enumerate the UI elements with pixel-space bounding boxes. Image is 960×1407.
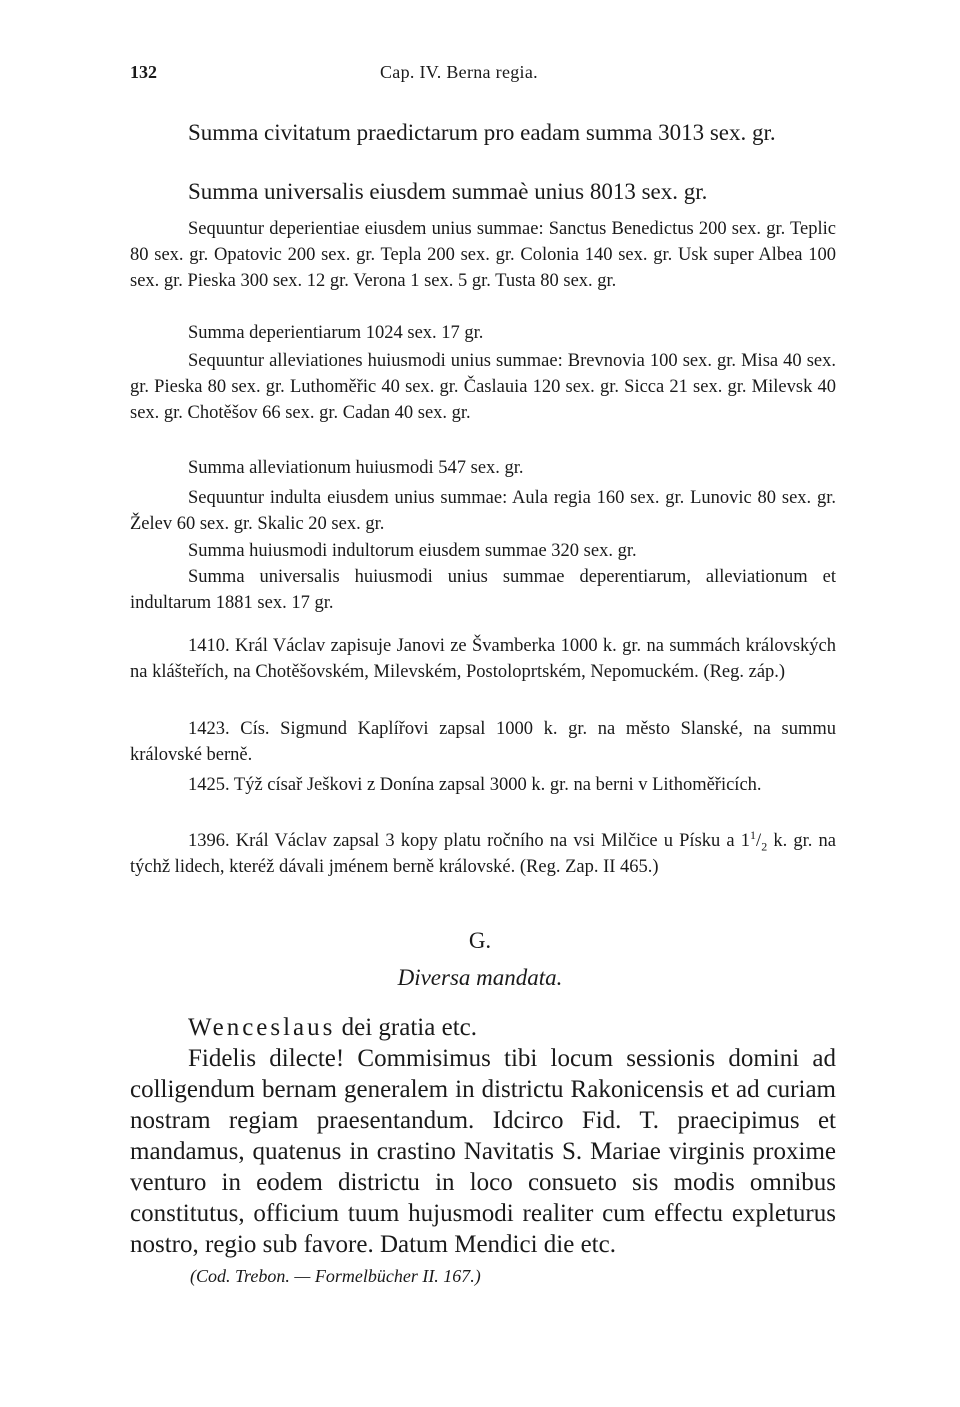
section-letter: G. <box>468 928 492 953</box>
summa-civitatum-paragraph: Summa civitatum praedictarum pro eadam summa 3013 sex. gr. <box>188 120 776 145</box>
page-header <box>130 58 835 88</box>
summa-indultorum-paragraph: Summa huiusmodi indultorum eiusdem summae 320 sex. gr. <box>188 541 637 561</box>
entry-1396-text-end: k. gr. na týchž lidech, kteréž dávali jménem berně královské. (Reg. Zap. II 465.) <box>130 831 836 877</box>
summa-universalis-deperentiarum-paragraph: Summa universalis huiusmodi unius summae deperentiarum, alleviationum et indultarum 1881 sex. 17 gr. <box>130 567 836 613</box>
entry-1396-text-start: 1396. Král Václav zapsal 3 kopy platu ročního na vsi Milčice u Písku a 1 <box>188 831 751 851</box>
salutation-rest: dei gratia etc. <box>335 1014 477 1041</box>
entry-1423-paragraph: 1423. Cís. Sigmund Kaplířovi zapsal 1000 k. gr. na město Slanské, na summu královské berně. <box>130 719 836 765</box>
entry-1410-paragraph: 1410. Král Václav zapisuje Janovi ze Švamberka 1000 k. gr. na summách královských na klášteřích, na Chotěšovském, Milevském, Postoloprtském, Nepomuckém. (Reg. záp.) <box>130 636 836 682</box>
page-number: 132 <box>130 62 157 82</box>
entry-1425-paragraph: 1425. Týž císař Ješkovi z Donína zapsal 3000 k. gr. na berni v Lithoměřicích. <box>188 775 762 795</box>
running-title: Cap. IV. Berna regia. <box>380 62 538 82</box>
section-title: Diversa mandata. <box>397 965 563 990</box>
alleviationes-paragraph: Sequuntur alleviationes huiusmodi unius summae: Brevnovia 100 sex. gr. Misa 40 sex. gr. Pieska 80 sex. gr. Luthoměřic 40 sex. gr. Časlauia 120 sex. gr. Sicca 21 sex. gr. Milevsk 40 sex. gr. Chotěšov 66 sex. gr. Cadan 40 sex. gr. <box>130 351 836 423</box>
letter-body: Fidelis dilecte! Commisimus tibi locum sessionis domini ad colligendum bernam generalem in districtu Rakonicensis et ad curiam nostram regiam praesentandum. Idcirco Fid. T. praecipimus et mandamus, quatenus in crastino Navitatis S. Mariae virginis proxime venturo in eodem districtu in loco consueto sis modis omnibus constitutus, officium tuum hujusmodi realiter cum effectu expleturus nostro, regio sub favore. Datum Mendici die etc. <box>130 1045 836 1258</box>
entry-1396-paragraph <box>130 828 836 880</box>
salutation-name: Wenceslaus <box>188 1014 336 1041</box>
summa-universalis-paragraph: Summa universalis eiusdem summaè unius 8013 sex. gr. <box>188 179 708 204</box>
source-citation: (Cod. Trebon. — Formelbücher II. 167.) <box>190 1266 481 1286</box>
summa-alleviationum-paragraph: Summa alleviationum huiusmodi 547 sex. gr. <box>188 458 524 478</box>
summa-deperientiarum-paragraph: Summa deperientiarum 1024 sex. 17 gr. <box>188 323 484 343</box>
deperientiae-paragraph: Sequuntur deperientiae eiusdem unius summae: Sanctus Benedictus 200 sex. gr. Teplic 80 sex. gr. Opatovic 200 sex. gr. Tepla 200 sex. gr. Colonia 140 sex. gr. Usk super Albea 100 sex. gr. Pieska 300 sex. 12 gr. Verona 1 sex. 5 gr. Tusta 80 sex. gr. <box>130 219 836 291</box>
fraction-denominator: 2 <box>761 839 768 854</box>
fraction-slash: / <box>756 831 762 851</box>
fraction-numerator: 1 <box>750 827 757 842</box>
indulta-paragraph: Sequuntur indulta eiusdem unius summae: Aula regia 160 sex. gr. Lunovic 80 sex. gr. Želev 60 sex. gr. Skalic 20 sex. gr. <box>130 488 836 534</box>
letter-salutation <box>130 1012 836 1043</box>
